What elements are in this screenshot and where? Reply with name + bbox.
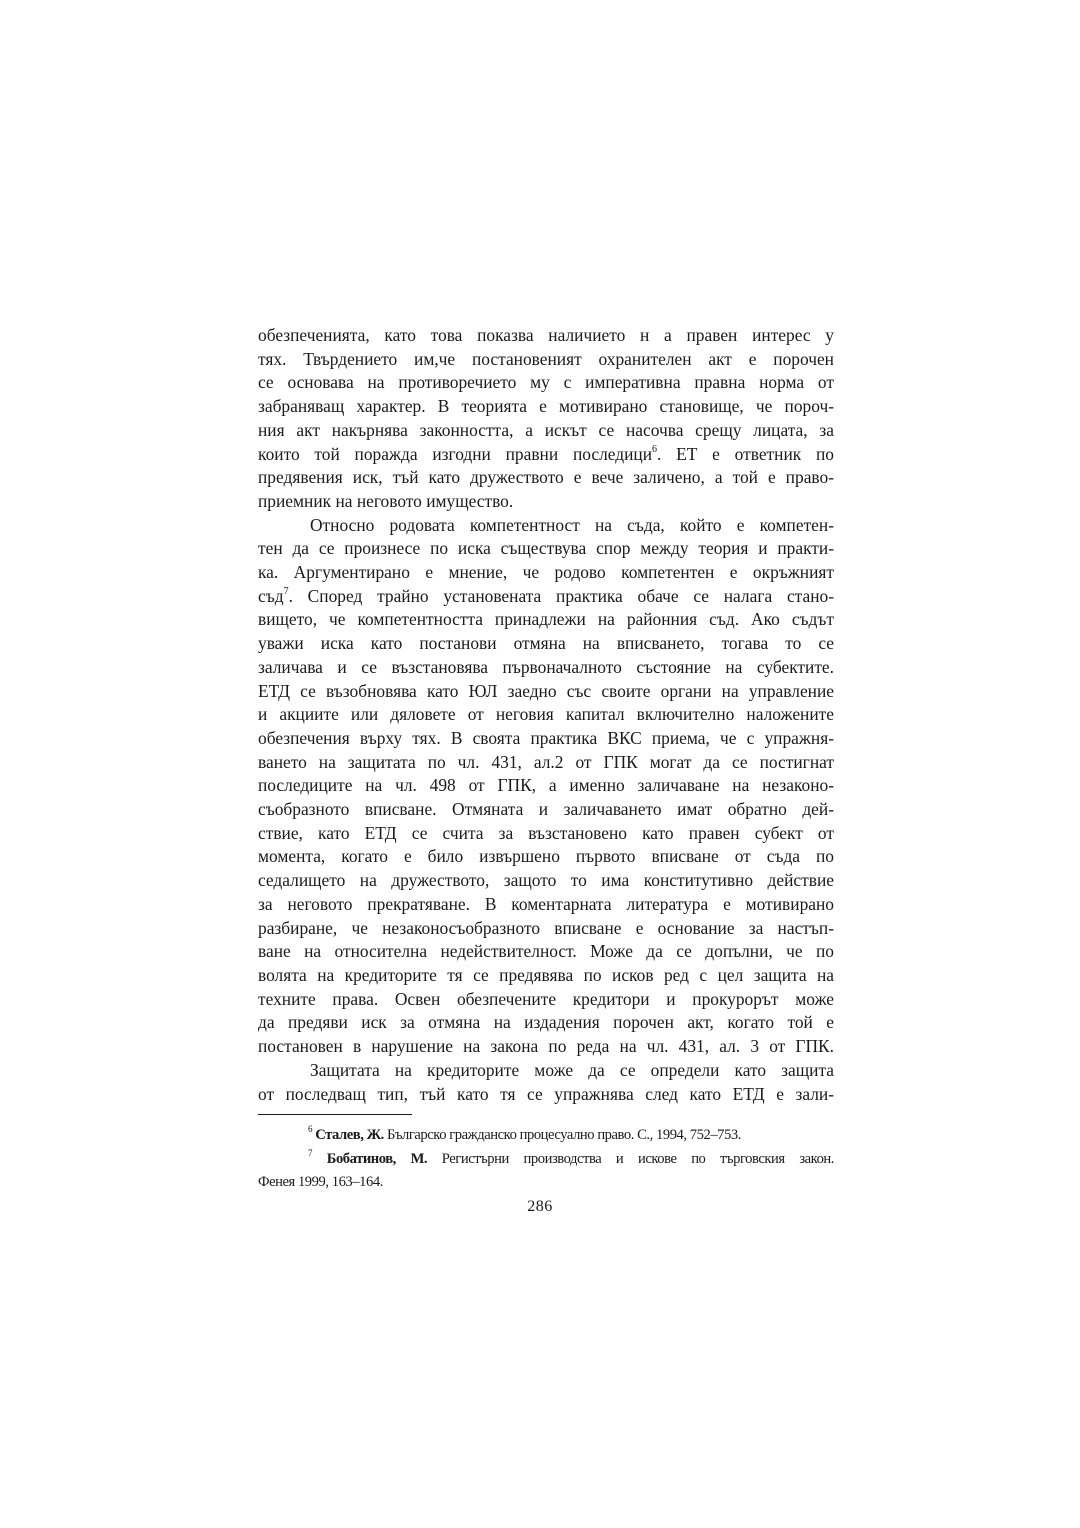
- text-line: тен да се произнесе по иска съществува спор между теория и практи-: [258, 538, 834, 559]
- text-line: седалището на дружеството, защото то има конститутивно действие: [258, 870, 834, 891]
- text-line: ка. Аргументирано е мнение, че родово компетентен е окръжният: [258, 562, 834, 583]
- text-line: техните права. Освен обезпечените кредитори и прокурорът може: [258, 988, 834, 1009]
- text-line: забраняващ характер. В теорията е мотивирано становище, че пороч-: [258, 396, 834, 417]
- text-fragment: съд: [258, 585, 284, 606]
- footnote-7: [258, 1148, 834, 1195]
- footnote-line: Фенея 1999, 163–164.: [258, 1174, 383, 1190]
- footnote-number: 6: [308, 1124, 313, 1135]
- text-line: предявения иск, тъй като дружеството е вече заличено, а той е право-: [258, 467, 834, 488]
- text-line: тях. Твърдението им,че постановеният охранителен акт е порочен: [258, 348, 834, 369]
- text-line: постановен в нарушение на закона по реда на чл. 431, ал. 3 от ГПК.: [258, 1036, 834, 1057]
- footnote-line: [258, 1148, 834, 1172]
- footnote-author: Сталев, Ж.: [315, 1127, 384, 1143]
- text-line: за неговото прекратяване. В коментарната литература е мотивирано: [258, 893, 834, 914]
- text-line: Относно родовата компетентност на съда, който е компетен-: [310, 514, 834, 535]
- text-fragment: които той поражда изгодни правни последици: [258, 443, 653, 464]
- footnote-line: [258, 1124, 834, 1148]
- text-line: ния акт накърнява законността, а искът се насочва срещу лицата, за: [258, 419, 834, 440]
- text-line: се основава на противоречието му с императивна правна норма от: [258, 372, 834, 393]
- text-line: приемник на неговото имущество.: [258, 490, 514, 511]
- text-line: разбиране, че незаконосъобразното вписване е основание за настъп-: [258, 917, 834, 938]
- paragraph-2: [258, 514, 834, 1059]
- text-line: [258, 585, 834, 609]
- footnotes: [258, 1124, 834, 1195]
- text-line: съобразното вписване. Отмяната и заличаването имат обратно дей-: [258, 799, 834, 820]
- text-line: ването на защитата по чл. 431, ал.2 от ГПК могат да се постигнат: [258, 751, 834, 772]
- text-line: последиците на чл. 498 от ГПК, а именно заличаване на незаконо-: [258, 775, 834, 796]
- footnote-text: Регистърни производства и искове по търговския закон.: [427, 1150, 834, 1167]
- text-line: от последващ тип, тъй като тя се упражнява след като ЕТД е зали-: [258, 1083, 834, 1104]
- paragraph-1: [258, 324, 834, 514]
- text-line: обезпеченията, като това показва наличието н а правен интерес у: [258, 325, 834, 345]
- footnote-text: Българско гражданско процесуално право. С., 1994, 752–753.: [383, 1127, 741, 1143]
- text-line: ЕТД се възобновява като ЮЛ заедно със своите органи на управление: [258, 680, 834, 701]
- text-line: [258, 443, 834, 467]
- text-line: Защитата на кредиторите може да се определи като защита: [310, 1059, 834, 1080]
- text-line: уважи иска като постанови отмяна на вписването, тогава то се: [258, 633, 834, 654]
- text-line: заличава и се възстановява първоначалното състояние на субектите.: [258, 656, 834, 677]
- text-fragment: . ЕТ е ответник по: [657, 443, 834, 464]
- footnote-divider: [258, 1114, 412, 1115]
- paragraph-3: [258, 1059, 834, 1106]
- footnote-author: Бобатинов, М.: [326, 1150, 428, 1167]
- text-fragment: . Според трайно установената практика обаче се налага стано-: [288, 585, 834, 606]
- text-line: обезпечения върху тях. В своята практика ВКС приема, че с упражня-: [258, 727, 834, 748]
- text-line: ствие, като ЕТД се счита за възстановено като правен субект от: [258, 822, 834, 843]
- footnote-ref-6: 6: [652, 443, 658, 455]
- text-line: волята на кредиторите тя се предявява по исков ред с цел защита на: [258, 964, 834, 985]
- footnote-ref-7: 7: [283, 585, 289, 597]
- main-text: [258, 324, 834, 1106]
- text-line: да предяви иск за отмяна на издадения порочен акт, когато той е: [258, 1012, 834, 1033]
- text-line: и акциите или дяловете от неговия капитал включително наложените: [258, 704, 834, 725]
- text-line: ване на относителна недействителност. Може да се допълни, че по: [258, 941, 834, 962]
- page-number: 286: [527, 1198, 553, 1215]
- text-line: момента, когато е било извършено първото вписване от съда по: [258, 846, 834, 867]
- footnote-6: [258, 1124, 834, 1148]
- footnote-number: 7: [308, 1147, 313, 1158]
- text-line: вището, че компетентността принадлежи на районния съд. Ако съдът: [258, 609, 834, 630]
